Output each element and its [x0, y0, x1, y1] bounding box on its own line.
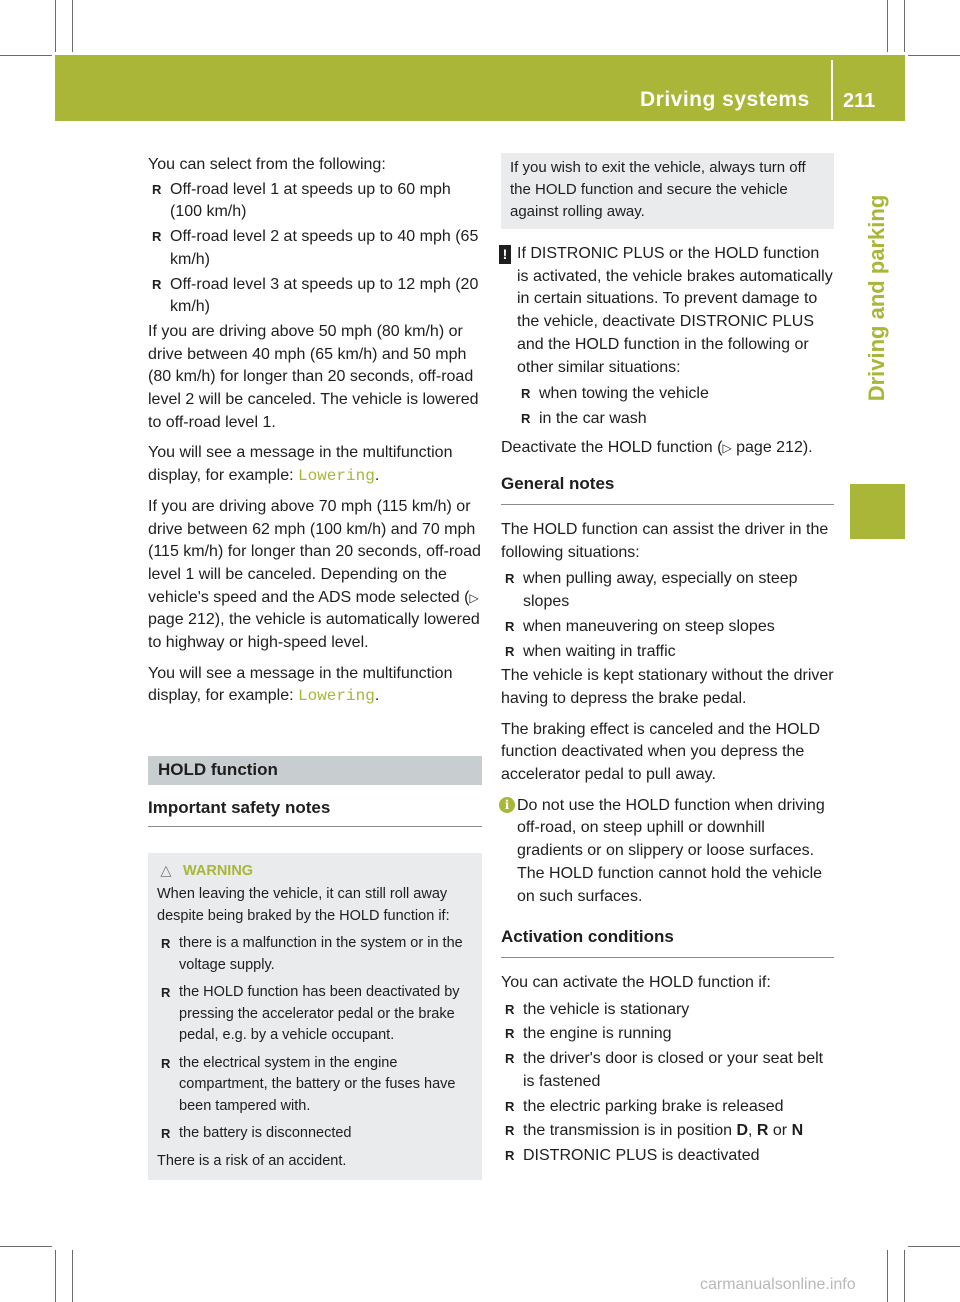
crop-mark [0, 1246, 52, 1247]
chapter-tab-label: Driving and parking [863, 194, 889, 401]
chapter-tab [848, 125, 905, 470]
display-message: Lowering [298, 467, 375, 486]
crop-mark [55, 1250, 56, 1302]
intro-text: You can select from the following: [148, 156, 386, 173]
crop-mark [904, 0, 905, 52]
list-item: R the driver's door is closed or your seat belt is fastened [501, 1048, 834, 1093]
list-item: R the transmission is in position D, R or N [501, 1120, 834, 1143]
list-item: R the electric parking brake is released [501, 1096, 834, 1119]
page-ref-arrow-icon: ▷ [722, 440, 732, 455]
info-paragraph: i Do not use the HOLD function when driving off-road, on steep uphill or downhill gradients or on slippery or loose surfaces. The HOLD function cannot hold the vehicle on such surfaces. [501, 795, 834, 909]
warning-box [148, 853, 482, 1181]
list-item: R DISTRONIC PLUS is deactivated [501, 1145, 834, 1168]
paragraph: The HOLD function can assist the driver in the following situations: [501, 521, 829, 561]
exclamation-icon: ! [499, 245, 511, 264]
warning-triangle-icon: △ [160, 862, 172, 879]
notice-paragraph: ! If DISTRONIC PLUS or the HOLD function is activated, the vehicle brakes automatically in certain situations. To prevent damage to the vehicle, deactivate DISTRONIC PLUS and the HOLD function in the following or other similar situations: [501, 243, 834, 379]
header-divider [831, 60, 833, 120]
page-ref-arrow-icon: ▷ [469, 590, 479, 605]
list-item: R Off-road level 3 at speeds up to 12 mph (20 km/h) [148, 274, 482, 319]
warning-title: △ WARNING [157, 861, 474, 883]
paragraph: If you are driving above 70 mph (115 km/h) or drive between 62 mph (100 km/h) and 70 mph (115 km/h) for longer than 20 seconds, off-road level 1 will be canceled. Depending on the vehicle's speed and the ADS mode selected (▷ page 212), the vehicle is automatically lowered to highway or high-speed level. [148, 497, 481, 652]
list-item: R there is a malfunction in the system or in the voltage supply. [157, 933, 474, 976]
list-item: R when maneuvering on steep slopes [501, 616, 834, 639]
list-item: R Off-road level 2 at speeds up to 40 mph (65 km/h) [148, 226, 482, 271]
crop-mark [904, 1250, 905, 1302]
subsection-heading: Important safety notes [148, 797, 482, 827]
list-item: R when towing the vehicle [517, 383, 834, 406]
paragraph: The vehicle is kept stationary without the driver having to depress the brake pedal. [501, 667, 834, 707]
list-item: R the battery is disconnected [157, 1123, 474, 1145]
paragraph: The braking effect is canceled and the HOLD function deactivated when you depress the accelerator pedal to pull away. [501, 720, 820, 784]
list-item: R the electrical system in the engine compartment, the battery or the fuses have been tampered with. [157, 1053, 474, 1118]
paragraph: You can activate the HOLD function if: [501, 973, 771, 991]
section-heading: HOLD function [148, 756, 482, 785]
crop-mark [55, 0, 56, 52]
paragraph: You will see a message in the multifunction display, for example: Lowering. [148, 664, 453, 706]
crop-mark [0, 55, 52, 56]
right-column [501, 153, 834, 1170]
list-item: R in the car wash [517, 408, 834, 431]
warning-intro: When leaving the vehicle, it can still roll away despite being braked by the HOLD function if: [157, 886, 450, 924]
list-item: R Off-road level 1 at speeds up to 60 mph (100 km/h) [148, 179, 482, 224]
list-item: R when pulling away, especially on steep slopes [501, 568, 834, 613]
page-number: 211 [843, 90, 876, 112]
warning-outro: There is a risk of an accident. [157, 1152, 347, 1169]
paragraph: Deactivate the HOLD function (▷ page 212). [501, 438, 813, 456]
chapter-marker [850, 484, 905, 539]
crop-mark [887, 1250, 888, 1302]
subsection-heading: General notes [501, 473, 834, 505]
crop-mark [908, 55, 960, 56]
section-header-title: Driving systems [640, 88, 810, 111]
crop-mark [908, 1246, 960, 1247]
list-item: R the HOLD function has been deactivated by pressing the accelerator pedal or the brake pedal, e.g. by a vehicle occupant. [157, 982, 474, 1047]
list-item: R the vehicle is stationary [501, 999, 834, 1022]
list-item: R when waiting in traffic [501, 641, 834, 664]
warning-continuation-box: If you wish to exit the vehicle, always turn off the HOLD function and secure the vehicle against rolling away. [501, 153, 834, 229]
crop-mark [72, 0, 73, 52]
info-icon: i [499, 797, 515, 813]
paragraph: If you are driving above 50 mph (80 km/h) or drive between 40 mph (65 km/h) and 50 mph (80 km/h) for longer than 20 seconds, off-road level 2 will be canceled. The vehicle is lowered to off-road level 1. [148, 322, 479, 431]
crop-mark [887, 0, 888, 52]
crop-mark [72, 1250, 73, 1302]
watermark: carmanualsonline.info [700, 1276, 856, 1293]
list-item: R the engine is running [501, 1023, 834, 1046]
display-message: Lowering [298, 687, 375, 706]
left-column [148, 154, 482, 1180]
paragraph: You will see a message in the multifunction display, for example: Lowering. [148, 444, 453, 486]
subsection-heading: Activation conditions [501, 926, 834, 958]
